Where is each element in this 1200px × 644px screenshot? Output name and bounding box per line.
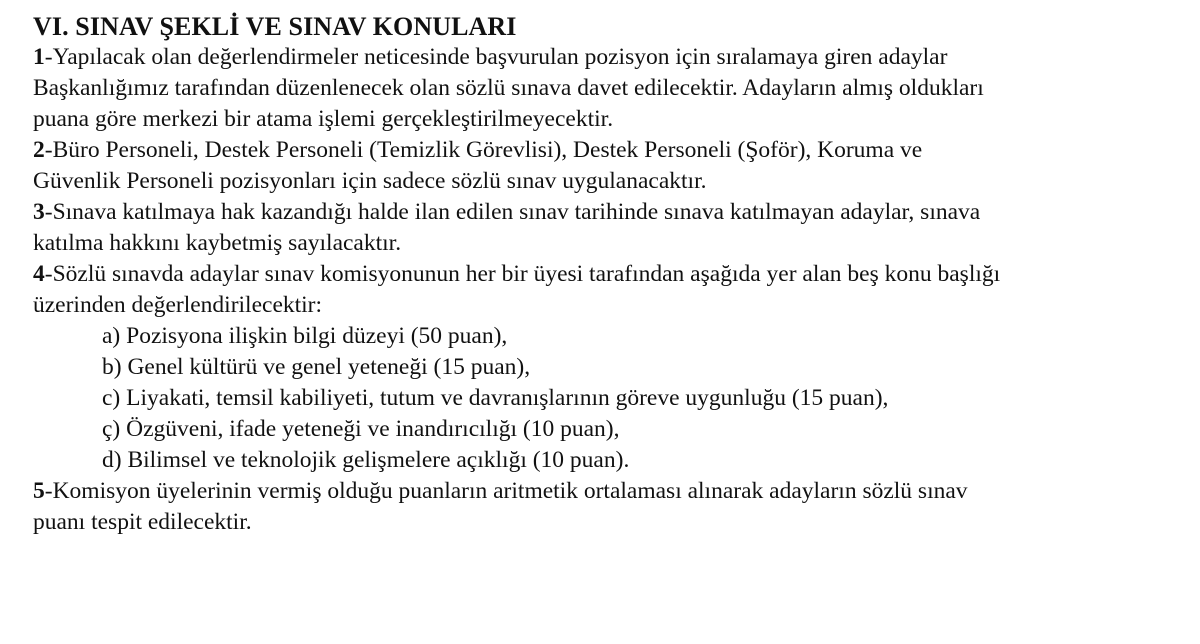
section-heading: VI. SINAV ŞEKLİ VE SINAV KONULARI	[33, 12, 517, 41]
paragraph-4-number: 4	[33, 261, 45, 287]
paragraph-5-number: 5	[33, 478, 45, 504]
paragraph-4-line-1: 4-Sözlü sınavda adaylar sınav komisyonunun her bir üyesi tarafından aşağıda yer alan beş konu başlığı	[33, 261, 1001, 287]
paragraph-1-line-2: Başkanlığımız tarafından düzenlenecek olan sözlü sınava davet edilecektir. Adayların almış oldukları	[33, 75, 984, 101]
paragraph-1-number: 1	[33, 44, 45, 70]
document-body	[33, 11, 1183, 538]
list-item-a: a) Pozisyona ilişkin bilgi düzeyi (50 puan),	[102, 323, 508, 349]
list-item-d: d) Bilimsel ve teknolojik gelişmelere açıklığı (10 puan).	[102, 447, 630, 473]
paragraph-3-line-2: katılma hakkını kaybetmiş sayılacaktır.	[33, 230, 402, 256]
paragraph-1-line-1: 1-Yapılacak olan değerlendirmeler neticesinde başvurulan pozisyon için sıralamaya giren adaylar	[33, 44, 948, 70]
paragraph-4-line-2: üzerinden değerlendirilecektir:	[33, 292, 323, 318]
paragraph-3-line-1: 3-Sınava katılmaya hak kazandığı halde ilan edilen sınav tarihinde sınava katılmayan adaylar, sınava	[33, 199, 981, 225]
paragraph-3-number: 3	[33, 199, 45, 225]
list-item-c-cedilla: ç) Özgüveni, ifade yeteneği ve inandırıcılığı (10 puan),	[102, 416, 620, 442]
list-item-c: c) Liyakati, temsil kabiliyeti, tutum ve davranışlarının göreve uygunluğu (15 puan),	[102, 385, 889, 411]
paragraph-5-line-2: puanı tespit edilecektir.	[33, 509, 252, 535]
paragraph-2-line-1: 2-Büro Personeli, Destek Personeli (Temizlik Görevlisi), Destek Personeli (Şoför), Koruma ve	[33, 137, 923, 163]
paragraph-1-line-3: puana göre merkezi bir atama işlemi gerçekleştirilmeyecektir.	[33, 106, 614, 132]
paragraph-5-line-1: 5-Komisyon üyelerinin vermiş olduğu puanların aritmetik ortalaması alınarak adayların sözlü sınav	[33, 478, 968, 504]
paragraph-2-line-2: Güvenlik Personeli pozisyonları için sadece sözlü sınav uygulanacaktır.	[33, 168, 707, 194]
paragraph-2-number: 2	[33, 137, 45, 163]
list-item-b: b) Genel kültürü ve genel yeteneği (15 puan),	[102, 354, 531, 380]
